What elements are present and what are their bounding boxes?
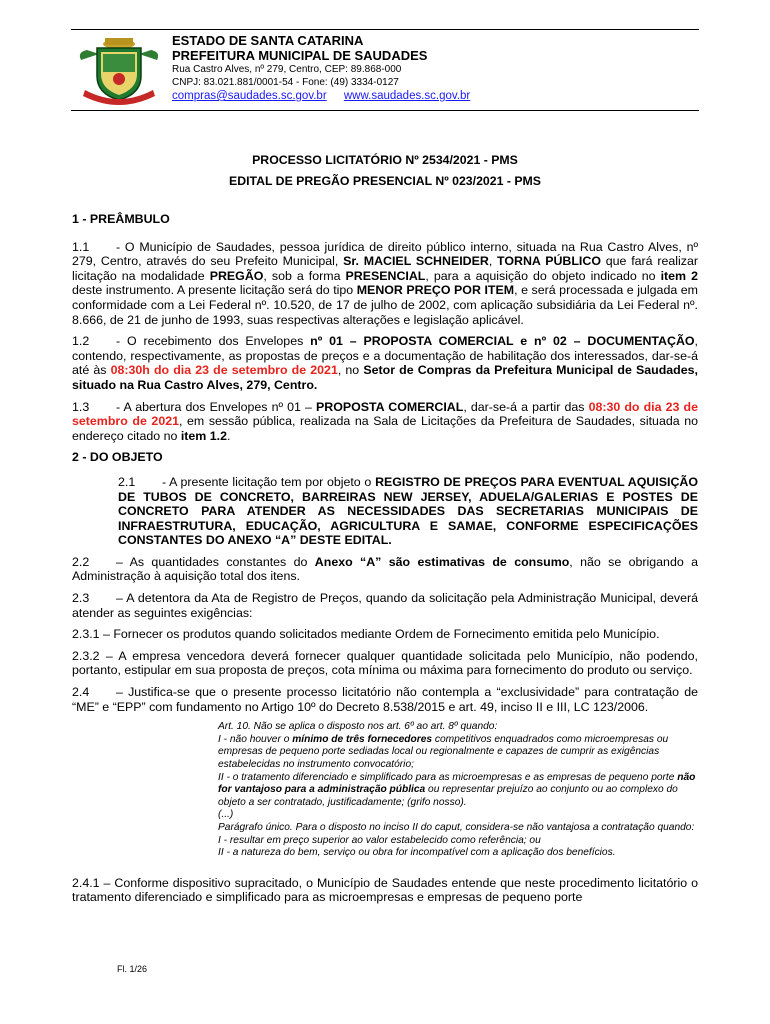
paragraph-2-1 [118, 475, 698, 548]
text: II - o tratamento diferenciado e simplificado para as microempresas e as empresas de pequeno porte [218, 771, 678, 783]
text: - A presente licitação tem por objeto o [162, 474, 376, 489]
deadline-highlight: 08:30h do dia 23 de setembro de 2021 [110, 363, 338, 378]
text-bold: MENOR PREÇO POR ITEM [356, 283, 515, 298]
text: , não se obrigando a Administração à aquisição total dos itens. [72, 554, 699, 584]
clause-number: 2.2 [72, 554, 90, 569]
citation-line: Parágrafo único. Para o disposto no inciso II do caput, considera-se não vantajosa a contratação quando: [218, 821, 695, 833]
paragraph-1-3 [72, 400, 698, 444]
letterhead [71, 29, 699, 111]
text: . [227, 428, 231, 443]
document-body [72, 212, 698, 905]
city-hall-name: PREFEITURA MUNICIPAL DE SAUDADES [172, 48, 428, 63]
municipal-coat-of-arms-icon [75, 34, 163, 106]
object-description: REGISTRO DE PREÇOS PARA EVENTUAL AQUISIÇÃO DE TUBOS DE CONCRETO, BARREIRAS NEW JERSEY, ADUELA/GALERIAS E POSTES DE CONCRETO PARA ATENDER AS NECESSIDADES DAS SECRETARIAS MUNICIPAIS DE INFRAESTRUTURA, EDUCAÇÃO, AGRICULTURA E SAMAE, CONFORME ESPECIFICAÇÕES CONSTANTES DO ANEXO “A” DESTE EDITAL. [118, 474, 698, 548]
text: , em sessão pública, realizada na Sala de Licitações da Prefeitura de Saudades, situada no endereço citado no [72, 414, 698, 443]
paragraph-2-4 [72, 685, 698, 714]
section-2-heading: 2 - DO OBJETO [72, 450, 163, 465]
clause-number: 1.3 [72, 399, 90, 414]
contact-line: CNPJ: 83.021.881/0001-54 - Fone: (49) 3334-0127 [172, 77, 399, 88]
state-name: ESTADO DE SANTA CATARINA [172, 33, 364, 48]
text: , contendo, respectivamente, as propostas de preços e a documentação de habilitação dos interessados, dar-se-á até às [72, 334, 698, 378]
text-bold: item 1.2 [180, 428, 227, 443]
paragraph-1-1 [72, 240, 698, 328]
process-title: PROCESSO LICITATÓRIO Nº 2534/2021 - PMS [252, 153, 518, 167]
citation-line: I - resultar em preço superior ao valor estabelecido como referência; ou [218, 834, 541, 846]
citation-line [218, 772, 702, 810]
text: , dar-se-á a partir das [463, 399, 589, 414]
text: que fará realizar licitação na modalidade [72, 254, 698, 283]
clause-number: 2.4.1 [72, 875, 100, 890]
citation-line: (...) [218, 809, 234, 821]
text: , para a aquisição do objeto indicado no [425, 268, 661, 283]
text: , [488, 254, 498, 269]
text-bold: item 2 [660, 268, 698, 283]
letterhead-text [172, 33, 484, 103]
text-bold: nº 01 – PROPOSTA COMERCIAL e nº 02 – DOCUMENTAÇÃO [310, 334, 695, 349]
clause-number: 2.3 [72, 591, 90, 606]
text-bold: PREGÃO [209, 268, 264, 283]
paragraph-2-2 [72, 555, 698, 584]
email-link[interactable]: compras@saudades.sc.gov.br [172, 90, 327, 102]
text: I - não houver o [218, 733, 293, 745]
paragraph-2-3 [72, 591, 698, 620]
citation-line: Art. 10. Não se aplica o disposto nos art. 6º ao art. 8º quando: [218, 721, 498, 733]
text: – A empresa vencedora deverá fornecer qualquer quantidade solicitada pelo Município, não podendo, portanto, estipular em sua proposta de preços, cota mínima ou máxima para fornecimento do produto ou serviço. [72, 648, 698, 678]
text: competitivos enquadrados como microempresas ou empresas de pequeno porte sediadas local ou regionalmente e capazes de cumprir as exigências estabelecidas no instrumento convocatório; [218, 733, 669, 770]
text-bold: PRESENCIAL [345, 268, 426, 283]
text: - O Município de Saudades, pessoa jurídica de direito público interno, situada na Rua Castro Alves, nº 279, Centro, através do seu Prefeito Municipal, [72, 239, 698, 269]
clause-number: 1.2 [72, 334, 90, 349]
text: – As quantidades constantes do [116, 554, 315, 569]
text: deste instrumento. A presente licitação será do tipo [72, 283, 357, 298]
clause-number: 2.3.2 [72, 648, 100, 663]
citation-line: II - a natureza do bem, serviço ou obra for incompatível com a aplicação dos benefícios. [218, 847, 616, 859]
text-bold: PROPOSTA COMERCIAL [316, 399, 464, 414]
legal-citation [72, 721, 698, 860]
text-bold: Setor de Compras da Prefeitura Municipal de Saudades, situado na Rua Castro Alves, 279, Centro. [72, 363, 698, 392]
text: - O recebimento dos Envelopes [116, 334, 311, 349]
text-bold: mínimo de três fornecedores [292, 733, 433, 745]
mayor-name: Sr. MACIEL SCHNEIDER [343, 254, 489, 269]
text: ou representar prejuízo ao conjunto ou ao complexo do objeto a ser contratado, justificadamente; (grifo nosso). [218, 784, 678, 808]
text: , no [337, 363, 364, 378]
text: – Fornecer os produtos quando solicitados mediante Ordem de Fornecimento emitida pelo Município. [103, 627, 660, 642]
edict-title: EDITAL DE PREGÃO PRESENCIAL Nº 023/2021 - PMS [229, 174, 541, 188]
opening-date-highlight: 08:30 do dia 23 de setembro de 2021 [72, 399, 698, 429]
text-bold: não for vantajoso para a administração pública [218, 771, 696, 796]
text: – Conforme dispositivo supracitado, o Município de Saudades entende que neste procedimento licitatório o tratamento diferenciado e simplificado para as microempresas e empresas de pequeno porte [72, 875, 698, 905]
text: - A abertura dos Envelopes nº 01 – [116, 399, 317, 414]
text: , e será processada e julgada em conformidade com a Lei Federal nº. 10.520, de 17 de julho de 2002, com aplicação subsidiária da Lei Federal nº. 8.666, de 21 de junho de 1993, suas respectivas alterações e legislação aplicável. [72, 283, 698, 327]
page-number: Fl. 1/26 [117, 964, 148, 974]
paragraph-2-3-1 [72, 627, 698, 642]
website-link[interactable]: www.saudades.sc.gov.br [343, 90, 471, 102]
section-1-heading: 1 - PREÂMBULO [72, 212, 170, 226]
text: – Justifica-se que o presente processo licitatório não contempla a “exclusividade” para contratação de “ME” e “EPP” com fundamento no Artigo 10º do Decreto 8.538/2015 e art. 49, inciso II e III, LC 123/2006. [72, 685, 698, 714]
clause-number: 1.1 [72, 239, 90, 254]
clause-number: 2.3.1 [72, 627, 100, 642]
text: – A detentora da Ata de Registro de Preços, quando da solicitação pela Administração Municipal, deverá atender as seguintes exigências: [72, 591, 698, 620]
citation-line [218, 734, 702, 772]
clause-number: 2.1 [118, 474, 136, 489]
paragraph-2-3-2 [72, 649, 698, 678]
text: , sob a forma [263, 268, 346, 283]
document-titles [0, 150, 770, 192]
link-line [172, 89, 484, 103]
address-line: Rua Castro Alves, nº 279, Centro, CEP: 89.868-000 [172, 64, 402, 75]
paragraph-2-4-1 [72, 876, 698, 905]
clause-number: 2.4 [72, 685, 90, 700]
text-bold: Anexo “A” são estimativas de consumo [314, 554, 570, 569]
paragraph-1-2 [72, 334, 698, 392]
text-bold: TORNA PÚBLICO [497, 254, 601, 269]
